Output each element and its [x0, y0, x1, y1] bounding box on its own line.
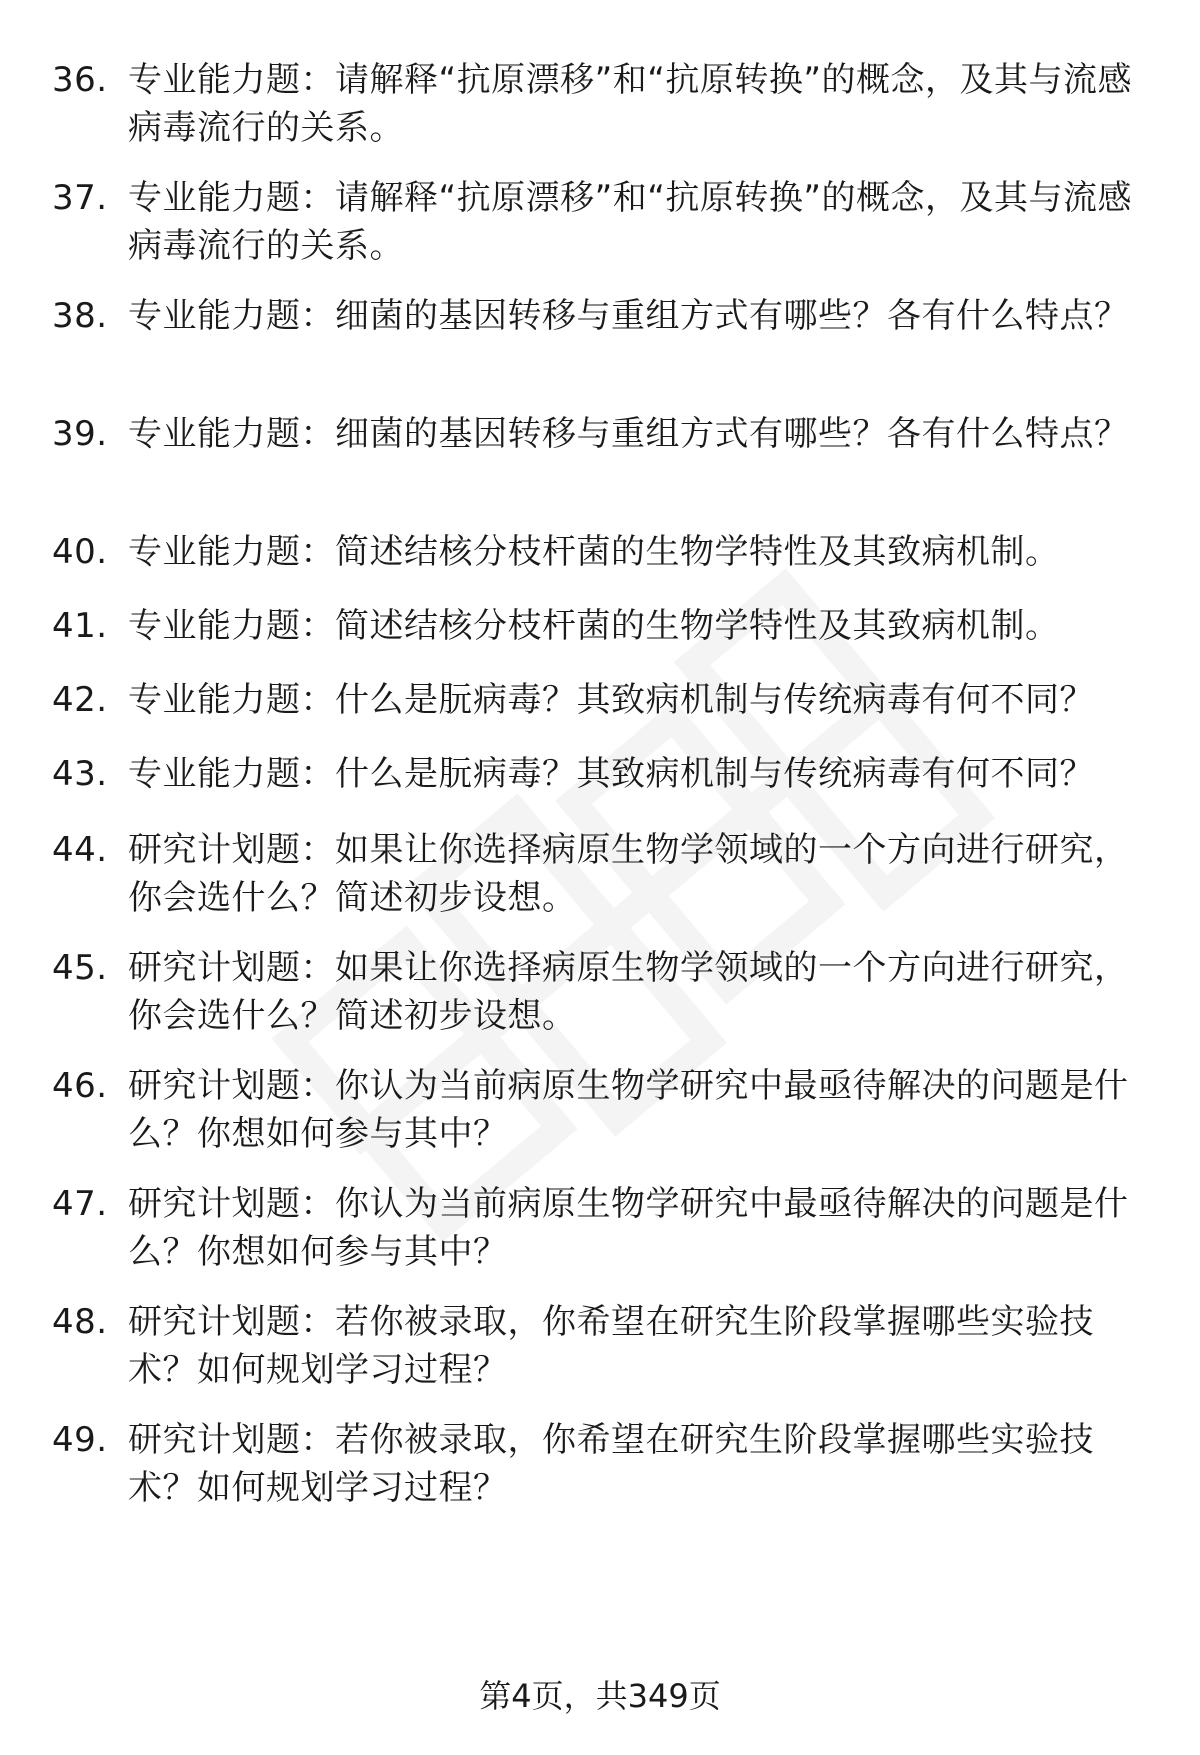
- question-text: 研究计划题：你认为当前病原生物学研究中最亟待解决的问题是什么？你想如何参与其中？: [128, 1066, 1129, 1154]
- question-text: 专业能力题：什么是朊病毒？其致病机制与传统病毒有何不同？: [128, 680, 1094, 720]
- question-text: 专业能力题：简述结核分枝杆菌的生物学特性及其致病机制。: [128, 532, 1060, 572]
- question-number: 45.: [52, 948, 108, 988]
- question-number: 42.: [52, 680, 108, 720]
- question-text: 专业能力题：细菌的基因转移与重组方式有哪些？各有什么特点？: [128, 296, 1129, 336]
- question-text: 研究计划题：如果让你选择病原生物学领域的一个方向进行研究，你会选什么？简述初步设想。: [128, 948, 1129, 1036]
- question-number: 36.: [52, 60, 108, 100]
- question-text: 专业能力题：什么是朊病毒？其致病机制与传统病毒有何不同？: [128, 754, 1094, 794]
- question-number: 39.: [52, 414, 108, 454]
- question-number: 38.: [52, 296, 108, 336]
- question-number: 37.: [52, 178, 108, 218]
- question-text: 专业能力题：请解释“抗原漂移”和“抗原转换”的概念，及其与流感病毒流行的关系。: [128, 178, 1132, 266]
- question-text: 专业能力题：请解释“抗原漂移”和“抗原转换”的概念，及其与流感病毒流行的关系。: [128, 60, 1132, 148]
- question-number: 49.: [52, 1420, 108, 1460]
- question-text: 研究计划题：若你被录取，你希望在研究生阶段掌握哪些实验技术？如何规划学习过程？: [128, 1302, 1094, 1390]
- question-text: 专业能力题：简述结核分枝杆菌的生物学特性及其致病机制。: [128, 606, 1060, 646]
- question-number: 44.: [52, 830, 108, 870]
- question-number: 47.: [52, 1184, 108, 1224]
- question-text: 专业能力题：细菌的基因转移与重组方式有哪些？各有什么特点？: [128, 414, 1129, 454]
- question-number: 40.: [52, 532, 108, 572]
- question-text: 研究计划题：你认为当前病原生物学研究中最亟待解决的问题是什么？你想如何参与其中？: [128, 1184, 1129, 1272]
- question-number: 48.: [52, 1302, 108, 1342]
- question-number: 43.: [52, 754, 108, 794]
- question-text: 研究计划题：如果让你选择病原生物学领域的一个方向进行研究，你会选什么？简述初步设想。: [128, 830, 1129, 918]
- question-number: 46.: [52, 1066, 108, 1106]
- page-footer: 第4页，共349页: [479, 1677, 721, 1715]
- question-text: 研究计划题：若你被录取，你希望在研究生阶段掌握哪些实验技术？如何规划学习过程？: [128, 1420, 1094, 1508]
- question-number: 41.: [52, 606, 108, 646]
